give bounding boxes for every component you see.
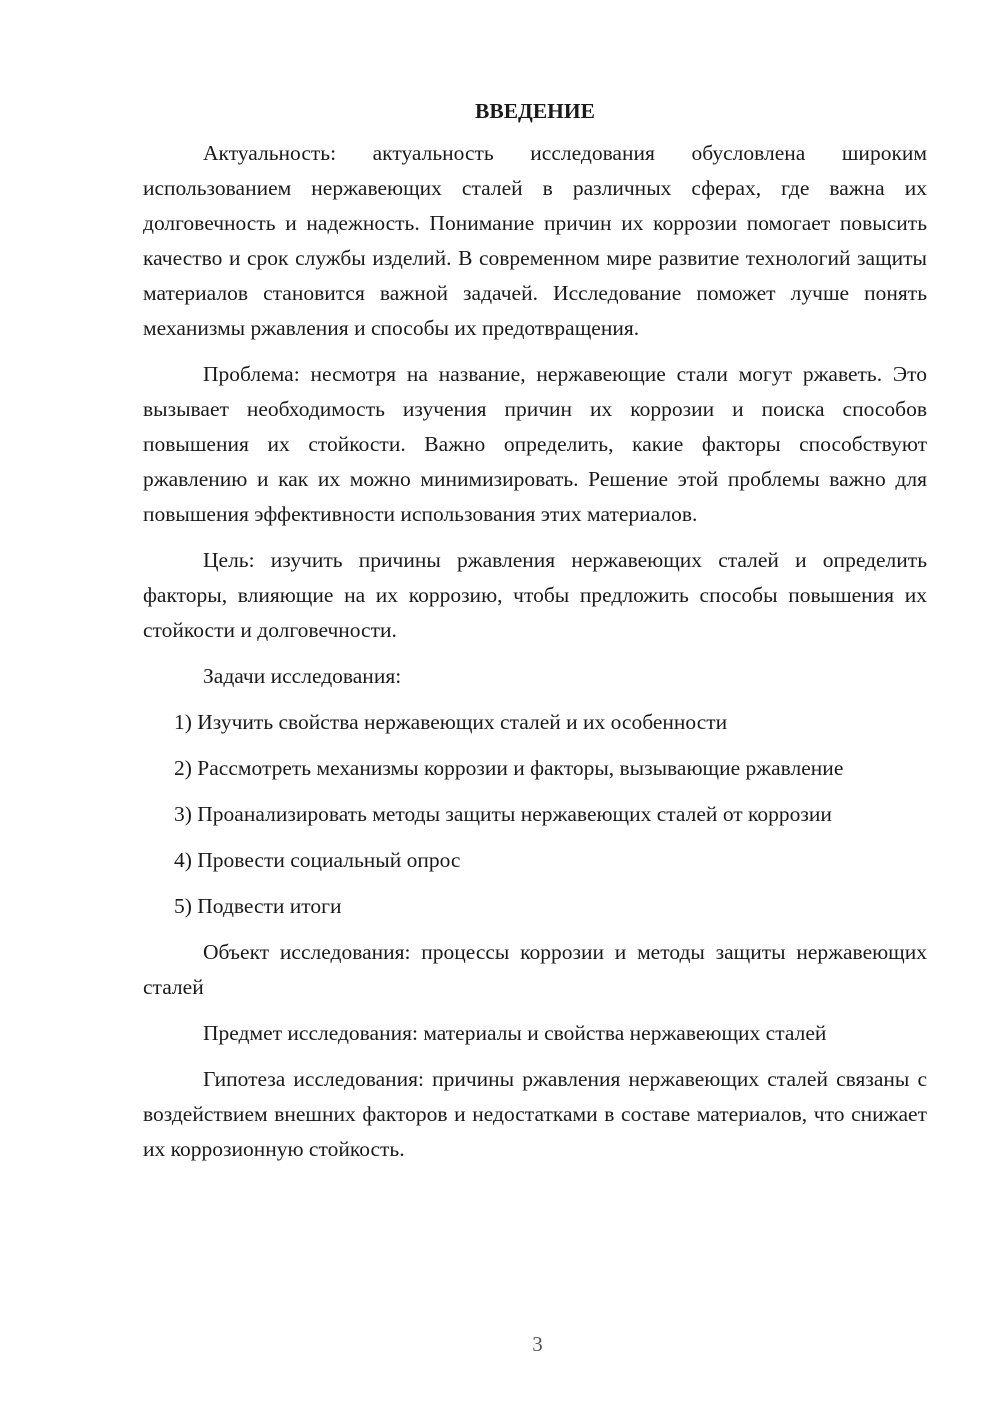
task-item: 4) Провести социальный опрос xyxy=(174,848,461,872)
hypothesis-paragraph: Гипотеза исследования: причины ржавления нержавеющих сталей связаны с воздействием внешних факторов и недостатками в составе материалов, что снижает их коррозионную стойкость. xyxy=(143,1067,927,1161)
relevance-paragraph: Актуальность: актуальность исследования обусловлена широким использованием нержавеющих сталей в различных сферах, где важна их долговечность и надежность. Понимание причин их коррозии помогает повысить качество и срок службы изделий. В современном мире развитие технологий защиты материалов становится важной задачей. Исследование поможет лучше понять механизмы ржавления и способы их предотвращения. xyxy=(143,141,927,340)
goal-paragraph: Цель: изучить причины ржавления нержавеющих сталей и определить факторы, влияющие на их коррозию, чтобы предложить способы повышения их стойкости и долговечности. xyxy=(143,548,927,642)
section-title: ВВЕДЕНИЕ xyxy=(475,99,595,123)
subject-paragraph: Предмет исследования: материалы и свойства нержавеющих сталей xyxy=(203,1021,827,1045)
object-paragraph: Объект исследования: процессы коррозии и методы защиты нержавеющих сталей xyxy=(143,940,927,999)
task-item: 3) Проанализировать методы защиты нержавеющих сталей от коррозии xyxy=(174,802,832,826)
task-item: 2) Рассмотреть механизмы коррозии и факторы, вызывающие ржавление xyxy=(174,756,844,780)
document-page xyxy=(143,96,927,1178)
page-number: 3 xyxy=(532,1332,543,1356)
task-item: 1) Изучить свойства нержавеющих сталей и их особенности xyxy=(174,710,728,734)
tasks-heading: Задачи исследования: xyxy=(203,664,402,688)
task-item: 5) Подвести итоги xyxy=(174,894,342,918)
problem-paragraph: Проблема: несмотря на название, нержавеющие стали могут ржаветь. Это вызывает необходимость изучения причин их коррозии и поиска способов повышения их стойкости. Важно определить, какие факторы способствуют ржавлению и как их можно минимизировать. Решение этой проблемы важно для повышения эффективности использования этих материалов. xyxy=(143,362,927,526)
